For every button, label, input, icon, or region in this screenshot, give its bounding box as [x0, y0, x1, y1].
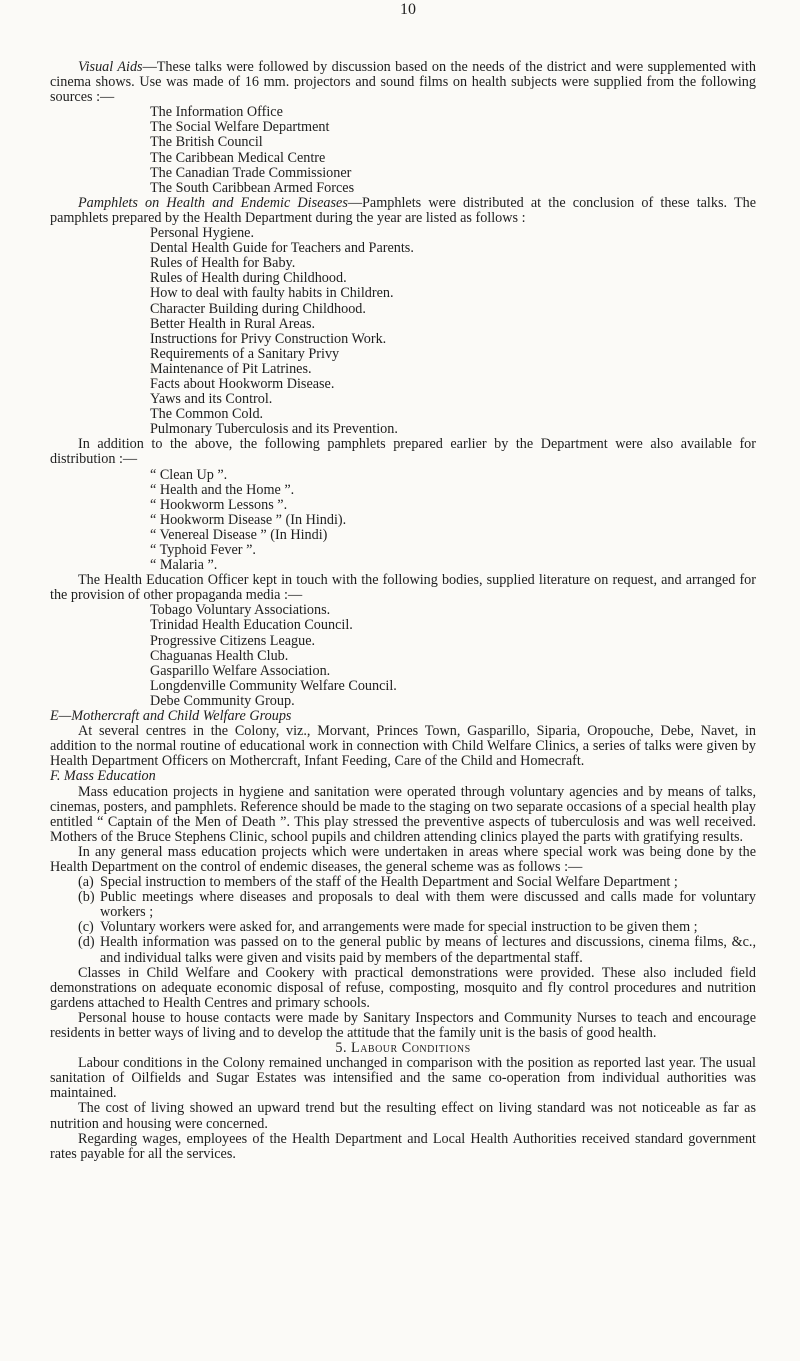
earlier-pamphlets-paragraph: In addition to the above, the following pamphlets prepared earlier by the Department were also available for distribution :— [50, 436, 756, 468]
list-item: Facts about Hookworm Disease. [150, 375, 335, 392]
list-item: Character Building during Childhood. [150, 300, 366, 317]
item-text: Special instruction to members of the staff of the Health Department and Social Welfare Department ; [100, 874, 678, 891]
list-item: Rules of Health during Childhood. [150, 270, 347, 287]
section-f-paragraph-4: Personal house to house contacts were made by Sanitary Inspectors and Community Nurses to teach and encourage residents in better ways of living and to develop the attitude that the family unit is the basis of good health. [50, 1009, 756, 1041]
earlier-pamphlet-list [150, 468, 756, 574]
visual-aids-heading: Visual Aids [78, 59, 143, 75]
list-item: The South Caribbean Armed Forces [150, 179, 355, 196]
list-item: “ Clean Up ”. [150, 466, 228, 483]
item-text: Public meetings where diseases and proposals to deal with them were discussed and calls made for voluntary workers ; [100, 889, 756, 921]
list-item: The Social Welfare Department [150, 119, 330, 136]
pamphlets-paragraph [50, 196, 756, 226]
pamphlets-text: —Pamphlets were distributed at the conclusion of these talks. The pamphlets prepared by the Health Department during the year are listed as follows : [50, 194, 756, 226]
list-item: Instructions for Privy Construction Work. [150, 330, 387, 347]
list-item: The Common Cold. [150, 406, 264, 423]
list-item: “ Typhoid Fever ”. [150, 542, 256, 558]
list-item: Requirements of a Sanitary Privy [150, 345, 340, 362]
item-label: (a) [78, 874, 94, 891]
list-item: How to deal with faulty habits in Children. [150, 285, 394, 302]
list-item: Better Health in Rural Areas. [150, 315, 316, 332]
list-item: “ Health and the Home ”. [150, 481, 295, 498]
section-e-paragraph: At several centres in the Colony, viz., Morvant, Princes Town, Gasparillo, Siparia, Oropouche, Debe, Navet, in addition to the normal routine of educational work in connection with Child Welfare Clinics, a series of talks were given by Health Department Officers on Mothercraft, Infant Feeding, Care of the Child and Homecraft. [50, 723, 756, 770]
list-item: “ Venereal Disease ” (In Hindi) [150, 526, 328, 543]
list-item: Pulmonary Tuberculosis and its Prevention. [150, 421, 398, 438]
list-item: Gasparillo Welfare Association. [150, 662, 331, 679]
labour-paragraph-2: The cost of living showed an upward trend but the resulting effect on living standard was not noticeable as far as nutrition and housing were concerned. [50, 1100, 756, 1132]
section-f-paragraph-1: Mass education projects in hygiene and sanitation were operated through voluntary agencies and by means of talks, cinemas, posters, and pamphlets. Reference should be made to the staging on two separate occasions of a special health play entitled “ Captain of the Men of Death ”. This play stressed the preventive aspects of tuberculosis and was well received. Mothers of the Bruce Stephens Clinic, school pupils and children attending clinics played the parts with gratifying results. [50, 783, 756, 845]
labour-paragraph-1: Labour conditions in the Colony remained unchanged in comparison with the position as reported last year. The usual sanitation of Oilfields and Sugar Estates was intensified and the same co-operation from individual authorities was maintained. [50, 1055, 756, 1102]
list-item [78, 935, 756, 965]
section-f-heading: F. Mass Education [50, 768, 156, 785]
scheme-list [50, 875, 756, 966]
section-e-heading: E—Mothercraft and Child Welfare Groups [50, 708, 292, 725]
visual-aids-paragraph [50, 60, 756, 105]
visual-aids-text: —These talks were followed by discussion based on the needs of the district and were supplemented with cinema shows. Use was made of 16 mm. projectors and sound films on health subjects were supplied from the following sources :— [50, 59, 756, 106]
list-item: Chaguanas Health Club. [150, 647, 289, 664]
list-item: Debe Community Group. [150, 692, 295, 709]
section-f-paragraph-2: In any general mass education projects which were undertaken in areas where special work was being done by the Health Department on the control of endemic diseases, the general scheme was as follows :— [50, 843, 756, 875]
list-item: “ Hookworm Disease ” (In Hindi). [150, 511, 347, 528]
list-item: Rules of Health for Baby. [150, 255, 296, 272]
page-number: 10 [400, 1, 416, 18]
list-item [78, 890, 756, 920]
list-item: The British Council [150, 134, 263, 151]
item-label: (c) [78, 919, 94, 936]
list-item: Trinidad Health Education Council. [150, 617, 353, 634]
list-item: The Canadian Trade Commissioner [150, 164, 352, 181]
labour-heading: 5. Labour Conditions [335, 1040, 471, 1057]
list-item: “ Hookworm Lessons ”. [150, 496, 288, 513]
list-item: Maintenance of Pit Latrines. [150, 360, 312, 377]
list-item: The Information Office [150, 104, 283, 121]
list-item: Tobago Voluntary Associations. [150, 602, 331, 619]
item-text: Voluntary workers were asked for, and arrangements were made for special instruction to be given them ; [100, 919, 698, 936]
list-item: Yaws and its Control. [150, 391, 273, 408]
list-item: Dental Health Guide for Teachers and Parents. [150, 240, 414, 257]
list-item: Progressive Citizens League. [150, 632, 316, 649]
source-list [150, 105, 756, 196]
pamphlet-list [150, 226, 756, 437]
pamphlets-heading: Pamphlets on Health and Endemic Diseases [78, 194, 348, 211]
list-item: Longdenville Community Welfare Council. [150, 677, 397, 694]
list-item: “ Malaria ”. [150, 557, 218, 574]
bodies-paragraph: The Health Education Officer kept in touch with the following bodies, supplied literature on request, and arranged for the provision of other propaganda media :— [50, 572, 756, 604]
labour-paragraph-3: Regarding wages, employees of the Health Department and Local Health Authorities received standard government rates payable for all the services. [50, 1130, 756, 1162]
item-label: (d) [78, 934, 95, 951]
bodies-list [150, 603, 756, 709]
list-item: Personal Hygiene. [150, 225, 255, 242]
item-text: Health information was passed on to the general public by means of lectures and discussions, cinema films, &c., and individual talks were given and visits paid by members of the departmental staff. [100, 934, 756, 966]
item-label: (b) [78, 889, 95, 906]
list-item [78, 875, 756, 890]
list-item: The Caribbean Medical Centre [150, 149, 326, 166]
list-item [78, 920, 756, 935]
section-f-paragraph-3: Classes in Child Welfare and Cookery with practical demonstrations were provided. These also included field demonstrations on adequate economic disposal of refuse, composting, mosquito and fly control procedures and nutrition gardens attached to Health Centres and primary schools. [50, 964, 756, 1011]
